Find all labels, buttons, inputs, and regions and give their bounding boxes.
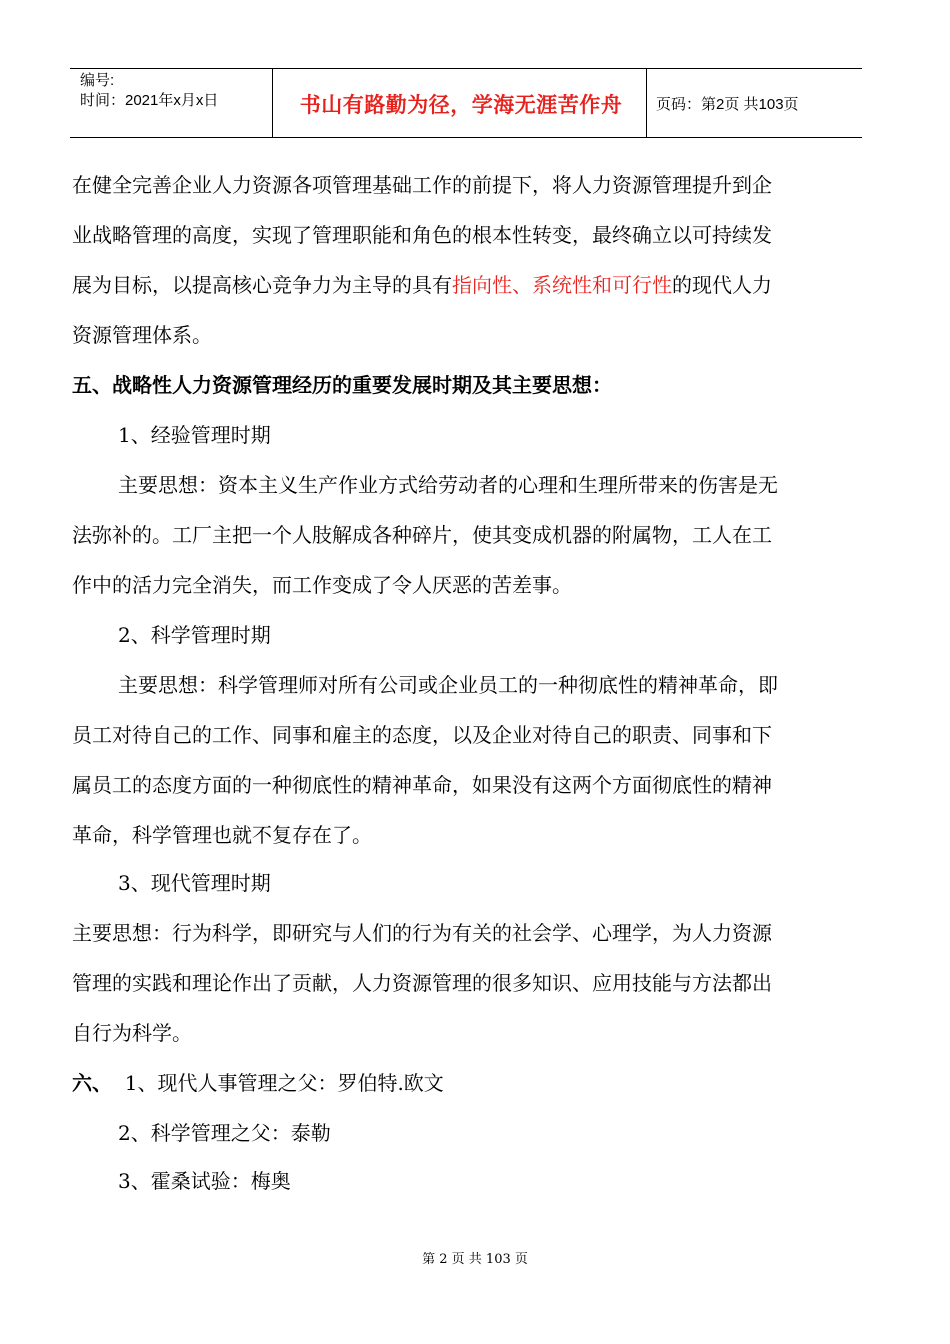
text-span: 的现代人力 (672, 273, 772, 297)
number-label: 编号: (80, 72, 115, 89)
page-footer: 第 2 页 共 103 页 (422, 1252, 528, 1267)
section-heading: 五、战略性人力资源管理经历的重要发展时期及其主要思想： (72, 373, 612, 397)
paragraph-line: 员工对待自己的工作、同事和雇主的态度，以及企业对待自己的职责、同事和下 (72, 723, 772, 747)
highlight-text: 指向性、系统性和可行性 (452, 273, 672, 297)
section-label: 六、 (72, 1071, 112, 1095)
list-item: 2、科学管理时期 (118, 623, 271, 647)
paragraph-line: 法弥补的。工厂主把一个人肢解成各种碎片，使其变成机器的附属物，工人在工 (72, 523, 772, 547)
paragraph-line (72, 272, 864, 298)
paragraph-line: 在健全完善企业人力资源各项管理基础工作的前提下，将人力资源管理提升到企 (72, 173, 772, 197)
paragraph-line: 主要思想：行为科学，即研究与人们的行为有关的社会学、心理学，为人力资源 (72, 921, 772, 945)
header-meta (80, 71, 218, 111)
header-table (70, 68, 862, 138)
header-divider (272, 69, 273, 137)
section-six-line (72, 1070, 864, 1096)
paragraph-line: 作中的活力完全消失，而工作变成了令人厌恶的苦差事。 (72, 573, 572, 597)
paragraph-line: 资源管理体系。 (72, 323, 212, 347)
paragraph-line: 革命，科学管理也就不复存在了。 (72, 823, 372, 847)
paragraph-line: 管理的实践和理论作出了贡献，人力资源管理的很多知识、应用技能与方法都出 (72, 971, 772, 995)
list-item: 3、现代管理时期 (118, 871, 271, 895)
paragraph-line: 业战略管理的高度，实现了管理职能和角色的根本性转变，最终确立以可持续发 (72, 223, 772, 247)
text-span: 展为目标，以提高核心竞争力为主导的具有 (72, 273, 452, 297)
time-label: 时间：2021年x月x日 (80, 92, 219, 109)
list-item: 2、科学管理之父：泰勒 (118, 1121, 331, 1145)
header-page-label: 页码：第2页 共103页 (656, 96, 799, 113)
paragraph-line: 主要思想：科学管理师对所有公司或企业员工的一种彻底性的精神革命，即 (118, 673, 778, 697)
header-motto: 书山有路勤为径，学海无涯苦作舟 (299, 93, 623, 117)
list-item: 1、现代人事管理之父：罗伯特.欧文 (124, 1071, 444, 1095)
list-item: 3、霍桑试验：梅奥 (118, 1169, 291, 1193)
paragraph-line: 属员工的态度方面的一种彻底性的精神革命，如果没有这两个方面彻底性的精神 (72, 773, 772, 797)
paragraph-line: 自行为科学。 (72, 1021, 192, 1045)
list-item: 1、经验管理时期 (118, 423, 271, 447)
paragraph-line: 主要思想：资本主义生产作业方式给劳动者的心理和生理所带来的伤害是无 (118, 473, 778, 497)
